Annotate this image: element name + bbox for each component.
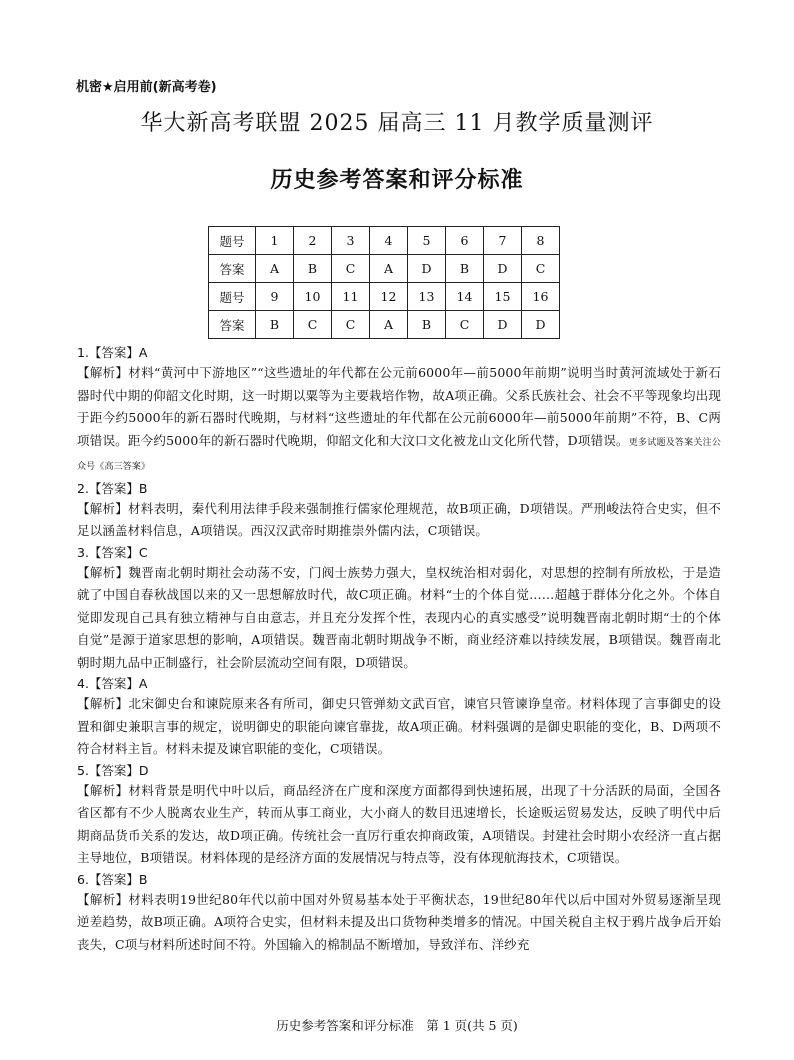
table-cell: 4 [370, 227, 408, 255]
table-cell: C [332, 255, 370, 283]
list-item [77, 479, 721, 543]
table-cell: 6 [446, 227, 484, 255]
row-label: 答案 [209, 255, 256, 283]
table-cell: C [332, 311, 370, 339]
answer-explanations [77, 343, 721, 956]
list-item [77, 543, 721, 675]
table-cell: A [370, 311, 408, 339]
table-cell: B [256, 311, 294, 339]
table-cell: D [484, 311, 522, 339]
list-item [77, 343, 721, 479]
list-item [77, 870, 721, 957]
row-label: 题号 [209, 227, 256, 255]
answer-heading: 4.【答案】A [77, 676, 148, 691]
table-cell: 1 [256, 227, 294, 255]
table-row [209, 311, 560, 339]
table-cell: 5 [408, 227, 446, 255]
table-cell: B [408, 311, 446, 339]
table-cell: C [446, 311, 484, 339]
table-cell: 11 [332, 283, 370, 311]
table-cell: D [522, 311, 560, 339]
table-row [209, 255, 560, 283]
table-cell: C [294, 311, 332, 339]
table-cell: C [522, 255, 560, 283]
answer-heading: 5.【答案】D [77, 762, 149, 778]
answer-heading: 2.【答案】B [77, 480, 148, 496]
secret-label: 机密★启用前(新高考卷) [76, 80, 217, 95]
answer-heading: 3.【答案】C [77, 544, 148, 560]
row-label: 题号 [209, 283, 256, 311]
list-item [77, 674, 721, 761]
answer-analysis [77, 362, 721, 479]
answer-heading: 1.【答案】A [77, 345, 148, 360]
promo-note: 更多试题及答案关注公众号《高三答案》 [77, 437, 721, 472]
table-cell: 16 [522, 283, 560, 311]
analysis-text: 【解析】材料“黄河中下游地区”“这些遗址的年代都在公元前6000年—前5000年前期”说明当时黄河流域处于新石器时代中期的仰韶文化时期，这一时期以粟等为主要栽培作物，故A项正确。父系氏族社会、社会不平等现象均出现于距今约5000年的新石器时代晚期，与材料“这些遗址的年代都在公元前6000年—前5000年前期”不符，B、C两项错误。距今约5000年的新石器时代晚期，仰韶文化和大汶口文化被龙山文化所代替，D项错误。 [77, 365, 721, 448]
answer-analysis: 【解析】北宋御史台和谏院原来各有所司，御史只管弹劾文武百官，谏官只管谏诤皇帝。材料体现了言事御史的设置和御史兼职言事的规定，说明御史的职能向谏官靠拢，故A项正确。材料强调的是御史职能的变化，B、D两项不符合材料主旨。材料未提及谏官职能的变化，C项错误。 [77, 696, 721, 756]
table-cell: B [446, 255, 484, 283]
document-title: 华大新高考联盟 2025 届高三 11 月教学质量测评 [140, 111, 654, 136]
row-label: 答案 [209, 311, 256, 339]
table-cell: 2 [294, 227, 332, 255]
table-cell: 7 [484, 227, 522, 255]
table-cell: 12 [370, 283, 408, 311]
table-cell: B [294, 255, 332, 283]
list-item [77, 761, 721, 870]
table-row [209, 227, 560, 255]
page-footer: 历史参考答案和评分标准 第 1 页(共 5 页) [276, 1018, 518, 1033]
table-row [209, 283, 560, 311]
table-cell: 15 [484, 283, 522, 311]
table-cell: 9 [256, 283, 294, 311]
table-cell: D [484, 255, 522, 283]
table-cell: 3 [332, 227, 370, 255]
answer-table [208, 226, 560, 339]
table-cell: 10 [294, 283, 332, 311]
table-cell: 8 [522, 227, 560, 255]
table-cell: D [408, 255, 446, 283]
answer-analysis: 【解析】材料表明，秦代利用法律手段来强制推行儒家伦理规范，故B项正确，D项错误。严刑峻法符合史实，但不足以涵盖材料信息，A项错误。西汉汉武帝时期推崇外儒内法，C项错误。 [77, 500, 721, 538]
answer-analysis: 【解析】材料背景是明代中叶以后，商品经济在广度和深度方面都得到快速拓展，出现了十分活跃的局面，全国各省区都有不少人脱离农业生产，转而从事工商业，大小商人的数目迅速增长，长途贩运贸易发达，反映了明代中后期商品货币关系的发达，故D项正确。传统社会一直厉行重农抑商政策，A项错误。封建社会时期小农经济一直占据主导地位，B项错误。材料体现的是经济方面的发展情况与特点等，没有体现航海技术，C项错误。 [77, 782, 721, 865]
table-cell: 14 [446, 283, 484, 311]
table-cell: A [370, 255, 408, 283]
answer-heading: 6.【答案】B [77, 871, 148, 887]
document-subtitle: 历史参考答案和评分标准 [270, 168, 524, 193]
answer-analysis: 【解析】材料表明19世纪80年代以前中国对外贸易基本处于平衡状态，19世纪80年代以后中国对外贸易逐渐呈现逆差趋势，故B项正确。A项符合史实，但材料未提及出口货物种类增多的情况。中国关税自主权于鸦片战争后开始丧失，C项与材料所述时间不符。外国输入的棉制品不断增加，导致洋布、洋纱充 [77, 891, 721, 952]
table-cell: 13 [408, 283, 446, 311]
table-cell: A [256, 255, 294, 283]
answer-analysis: 【解析】魏晋南北朝时期社会动荡不安，门阀士族势力强大，皇权统治相对弱化，对思想的控制有所放松，于是造就了中国自春秋战国以来的又一思想解放时代，故C项正确。材料“士的个体自觉……超越于群体分化之外。个体自觉即发现自己具有独立精神与自由意志，并且充分发挥个性，表现内心的真实感受”说明魏晋南北朝时期“士的个体自觉”是源于道家思想的影响，A项错误。魏晋南北朝时期战争不断，商业经济难以持续发展，B项错误。魏晋南北朝时期九品中正制盛行，社会阶层流动空间有限，D项错误。 [77, 564, 721, 670]
